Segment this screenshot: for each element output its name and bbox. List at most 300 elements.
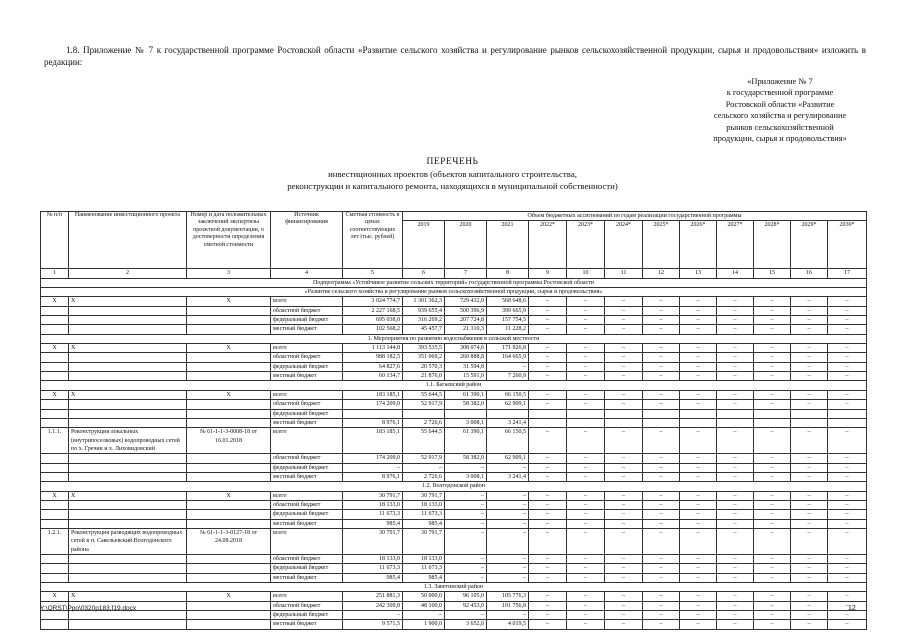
amount-2027: – — [717, 519, 754, 528]
amount-2022: – — [529, 400, 567, 409]
amount-2030: – — [828, 306, 867, 315]
amount-2030: – — [828, 362, 867, 371]
expertise-conclusion — [187, 601, 271, 610]
amount-2027: – — [717, 325, 754, 334]
amount-2024: – — [605, 620, 643, 629]
table-row — [41, 573, 867, 582]
intro-paragraph: 1.8. Приложение № 7 к государственной программе Ростовской области «Развитие сельского хозяйства и регулирование рынков сельскохозяйственной продукции, сырья и продовольствия» изложить в редакции: — [44, 45, 866, 67]
amount-2026: – — [680, 620, 717, 629]
amount-2026: – — [680, 454, 717, 463]
funding-source: федеральный бюджет — [271, 316, 343, 325]
funding-source: местный бюджет — [271, 472, 343, 481]
amount-2030: – — [828, 372, 867, 381]
amount-2028: – — [754, 463, 791, 472]
amount-2023: – — [567, 611, 605, 620]
row-number — [41, 418, 69, 427]
amount-2019: 18 133,0 — [403, 500, 445, 509]
amount-2028: – — [754, 555, 791, 564]
row-number — [41, 362, 69, 371]
amount-2025: – — [643, 428, 680, 454]
estimated-cost: 9 571,5 — [343, 620, 403, 629]
amount-2022: – — [529, 472, 567, 481]
amount-2026: – — [680, 316, 717, 325]
section-row — [41, 381, 867, 390]
amount-2029: – — [791, 372, 828, 381]
amount-2029 — [791, 418, 828, 427]
amount-2021: 164 665,9 — [487, 353, 529, 362]
amount-2022: – — [529, 372, 567, 381]
amount-2029: – — [791, 362, 828, 371]
funding-source: всего — [271, 297, 343, 306]
amount-2024 — [605, 409, 643, 418]
amount-2023: – — [567, 564, 605, 573]
amount-2021: 4 019,5 — [487, 620, 529, 629]
amount-2019: 11 673,3 — [403, 510, 445, 519]
column-number: 2 — [69, 269, 187, 278]
amount-2020: 308 074,6 — [445, 344, 487, 353]
amount-2028: – — [754, 564, 791, 573]
amount-2024: – — [605, 472, 643, 481]
amount-2022: – — [529, 573, 567, 582]
amount-2023: – — [567, 390, 605, 399]
funding-source: местный бюджет — [271, 620, 343, 629]
amount-2024: – — [605, 344, 643, 353]
funding-source: всего — [271, 428, 343, 454]
title-heading: ПЕРЕЧЕНЬ — [426, 157, 479, 167]
amount-2029: – — [791, 564, 828, 573]
amount-2020: – — [445, 463, 487, 472]
amount-2027: – — [717, 528, 754, 554]
amount-2024: – — [605, 491, 643, 500]
amount-2019: 50 000,0 — [403, 592, 445, 601]
amount-2025: – — [643, 297, 680, 306]
amount-2024: – — [605, 573, 643, 582]
amount-2024: – — [605, 519, 643, 528]
table-row — [41, 592, 867, 601]
amount-2022: – — [529, 510, 567, 519]
amount-2030: – — [828, 491, 867, 500]
amount-2024: – — [605, 592, 643, 601]
amount-2019: 351 069,2 — [403, 353, 445, 362]
amount-2028 — [754, 409, 791, 418]
estimated-cost: 242 309,8 — [343, 601, 403, 610]
table-row — [41, 500, 867, 509]
amount-2019: 18 133,0 — [403, 555, 445, 564]
amount-2024: – — [605, 454, 643, 463]
column-number: 3 — [187, 269, 271, 278]
expertise-conclusion: Х — [187, 390, 271, 399]
amount-2026: – — [680, 306, 717, 315]
amount-2025 — [643, 409, 680, 418]
funding-source: местный бюджет — [271, 325, 343, 334]
amount-2029 — [791, 409, 828, 418]
amount-2028: – — [754, 344, 791, 353]
amount-2025: – — [643, 528, 680, 554]
table-row — [41, 510, 867, 519]
expertise-conclusion — [187, 454, 271, 463]
amount-2021: – — [487, 555, 529, 564]
table-row — [41, 418, 867, 427]
amount-2022: – — [529, 592, 567, 601]
amount-2025: – — [643, 601, 680, 610]
column-number-row — [41, 269, 867, 278]
estimated-cost: 8 976,1 — [343, 472, 403, 481]
amount-2021: – — [487, 611, 529, 620]
amount-2020: 58 382,0 — [445, 400, 487, 409]
amount-2024: – — [605, 510, 643, 519]
row-number: Х — [41, 491, 69, 500]
expertise-conclusion — [187, 564, 271, 573]
amount-2021: 399 665,9 — [487, 306, 529, 315]
estimated-cost: 18 133,0 — [343, 555, 403, 564]
expertise-conclusion — [187, 325, 271, 334]
column-number: 16 — [791, 269, 828, 278]
expertise-conclusion — [187, 620, 271, 629]
estimated-cost: 64 827,6 — [343, 362, 403, 371]
table-row — [41, 620, 867, 629]
estimated-cost: 18 133,0 — [343, 500, 403, 509]
header-year: 2030* — [828, 221, 867, 269]
amount-2025: – — [643, 611, 680, 620]
amount-2029: – — [791, 325, 828, 334]
amount-2019: 985,4 — [403, 519, 445, 528]
amount-2019: 393 535,5 — [403, 344, 445, 353]
amount-2021: 66 150,5 — [487, 390, 529, 399]
estimated-cost: 30 791,7 — [343, 528, 403, 554]
amount-2022: – — [529, 297, 567, 306]
row-number: 1.1.1. — [41, 428, 69, 454]
table-row — [41, 528, 867, 554]
amount-2030: – — [828, 316, 867, 325]
amount-2025: – — [643, 372, 680, 381]
amount-2020: – — [445, 510, 487, 519]
project-name — [69, 353, 187, 362]
amount-2029: – — [791, 611, 828, 620]
amount-2029: – — [791, 592, 828, 601]
amount-2019: 11 673,3 — [403, 564, 445, 573]
amount-2026: – — [680, 400, 717, 409]
amount-2023: – — [567, 519, 605, 528]
amount-2020: – — [445, 564, 487, 573]
project-name — [69, 409, 187, 418]
estimated-cost: 985,4 — [343, 519, 403, 528]
expertise-conclusion: Х — [187, 491, 271, 500]
amount-2023: – — [567, 491, 605, 500]
project-name: Реконструкция локальных (внутрипоселковых) водопроводных сетей по х. Гречин и х. Лиховидовский — [69, 428, 187, 454]
amount-2024: – — [605, 428, 643, 454]
estimated-cost: 251 881,3 — [343, 592, 403, 601]
amount-2023: – — [567, 528, 605, 554]
amount-2028: – — [754, 372, 791, 381]
amount-2029: – — [791, 390, 828, 399]
amount-2021 — [487, 409, 529, 418]
amount-2019: 939 655,4 — [403, 306, 445, 315]
section-row — [41, 583, 867, 592]
funding-source: всего — [271, 344, 343, 353]
header-year: 2024* — [605, 221, 643, 269]
row-number: Х — [41, 297, 69, 306]
amount-2019: 1 301 362,3 — [403, 297, 445, 306]
table-row — [41, 463, 867, 472]
amount-2021: 66 150,5 — [487, 428, 529, 454]
expertise-conclusion — [187, 463, 271, 472]
amount-2023: – — [567, 500, 605, 509]
amount-2026: – — [680, 463, 717, 472]
amount-2023: – — [567, 555, 605, 564]
amount-2020: 207 724,8 — [445, 316, 487, 325]
amount-2026: – — [680, 344, 717, 353]
amount-2022: – — [529, 555, 567, 564]
amount-2024 — [605, 418, 643, 427]
row-number — [41, 372, 69, 381]
amount-2030: – — [828, 564, 867, 573]
expertise-conclusion — [187, 555, 271, 564]
amount-2022: – — [529, 306, 567, 315]
amount-2028: – — [754, 390, 791, 399]
amount-2022: – — [529, 454, 567, 463]
amount-2020: 61 390,1 — [445, 428, 487, 454]
amount-2025: – — [643, 362, 680, 371]
amount-2026: – — [680, 592, 717, 601]
row-number — [41, 620, 69, 629]
table-row — [41, 491, 867, 500]
amount-2024: – — [605, 463, 643, 472]
amount-2027: – — [717, 428, 754, 454]
table-row — [41, 611, 867, 620]
document-title — [180, 156, 725, 192]
amount-2028: – — [754, 400, 791, 409]
amount-2028: – — [754, 428, 791, 454]
column-number: 7 — [445, 269, 487, 278]
amount-2029: – — [791, 463, 828, 472]
row-number — [41, 500, 69, 509]
column-number: 9 — [529, 269, 567, 278]
expertise-conclusion: № 61-1-1-3-0127-18 от 24.08.2018 — [187, 528, 271, 554]
amount-2026: – — [680, 372, 717, 381]
column-number: 14 — [717, 269, 754, 278]
amount-2022: – — [529, 528, 567, 554]
amount-2028: – — [754, 573, 791, 582]
amount-2020: 15 591,0 — [445, 372, 487, 381]
section-row — [41, 482, 867, 491]
section-row — [41, 278, 867, 287]
column-number: 17 — [828, 269, 867, 278]
amount-2028: – — [754, 601, 791, 610]
amount-2027: – — [717, 306, 754, 315]
row-number — [41, 306, 69, 315]
column-number: 13 — [680, 269, 717, 278]
amount-2024: – — [605, 353, 643, 362]
amount-2028: – — [754, 491, 791, 500]
amount-2028: – — [754, 306, 791, 315]
funding-source: всего — [271, 528, 343, 554]
amount-2030: – — [828, 428, 867, 454]
header-cost: Сметная стоимость в ценах соответствующих лет (тыс. рублей) — [343, 212, 403, 269]
funding-source: федеральный бюджет — [271, 510, 343, 519]
amount-2028: – — [754, 472, 791, 481]
amount-2025: – — [643, 344, 680, 353]
amount-2021: 62 909,1 — [487, 400, 529, 409]
section-title: 1.1. Багаевский район — [41, 381, 867, 390]
amount-2027: – — [717, 390, 754, 399]
project-name — [69, 472, 187, 481]
amount-2022 — [529, 409, 567, 418]
estimated-cost: 11 673,3 — [343, 564, 403, 573]
amount-2029: – — [791, 316, 828, 325]
amount-2026: – — [680, 601, 717, 610]
estimated-cost — [343, 409, 403, 418]
amount-2019: 20 570,3 — [403, 362, 445, 371]
header-num: № п/п — [41, 212, 69, 269]
amount-2019: 52 917,9 — [403, 454, 445, 463]
estimated-cost: 174 209,0 — [343, 454, 403, 463]
amount-2020: – — [445, 611, 487, 620]
table-row — [41, 519, 867, 528]
amount-2020: – — [445, 519, 487, 528]
amount-2020: 58 382,0 — [445, 454, 487, 463]
amount-2023: – — [567, 620, 605, 629]
row-number — [41, 353, 69, 362]
amount-2021: – — [487, 500, 529, 509]
amount-2024: – — [605, 372, 643, 381]
project-name: Х — [69, 297, 187, 306]
amount-2019: 1 900,0 — [403, 620, 445, 629]
amount-2020: – — [445, 555, 487, 564]
amount-2025: – — [643, 491, 680, 500]
amount-2021: – — [487, 519, 529, 528]
amount-2022: – — [529, 500, 567, 509]
funding-source: местный бюджет — [271, 573, 343, 582]
amount-2030: – — [828, 472, 867, 481]
amount-2030: – — [828, 325, 867, 334]
amount-2021: 62 909,1 — [487, 454, 529, 463]
amount-2030: – — [828, 611, 867, 620]
project-name: Х — [69, 592, 187, 601]
amount-2024: – — [605, 390, 643, 399]
section-title: 1.2. Волгодонской район — [41, 482, 867, 491]
header-year: 2029* — [791, 221, 828, 269]
amount-2023: – — [567, 428, 605, 454]
row-number: Х — [41, 344, 69, 353]
column-number: 4 — [271, 269, 343, 278]
header-name: Наименование инвестиционного проекта — [69, 212, 187, 269]
amount-2025: – — [643, 306, 680, 315]
table-row — [41, 390, 867, 399]
expertise-conclusion: Х — [187, 344, 271, 353]
expertise-conclusion — [187, 519, 271, 528]
header-year: 2021 — [487, 221, 529, 269]
amount-2026 — [680, 418, 717, 427]
row-number — [41, 316, 69, 325]
funding-source: местный бюджет — [271, 519, 343, 528]
amount-2025: – — [643, 573, 680, 582]
funding-source: областной бюджет — [271, 601, 343, 610]
amount-2026: – — [680, 428, 717, 454]
expertise-conclusion — [187, 306, 271, 315]
title-line: реконструкции и капитального ремонта, находящихся в муниципальной собственности) — [287, 181, 618, 191]
amount-2030: – — [828, 297, 867, 306]
header-docs: Номер и дата положительных заключений экспертизы проектной документации, о достоверности определения сметной стоимости — [187, 212, 271, 269]
expertise-conclusion: Х — [187, 297, 271, 306]
amount-2025: – — [643, 463, 680, 472]
amount-2029: – — [791, 472, 828, 481]
amount-2020: – — [445, 491, 487, 500]
project-name: Х — [69, 491, 187, 500]
estimated-cost: 102 568,2 — [343, 325, 403, 334]
amount-2027 — [717, 409, 754, 418]
amount-2019: 55 644,5 — [403, 390, 445, 399]
amount-2029: – — [791, 528, 828, 554]
amount-2022: – — [529, 611, 567, 620]
amount-2025: – — [643, 500, 680, 509]
amount-2020: 21 310,3 — [445, 325, 487, 334]
row-number: Х — [41, 592, 69, 601]
funding-source: местный бюджет — [271, 418, 343, 427]
amount-2029: – — [791, 555, 828, 564]
amount-2029: – — [791, 344, 828, 353]
amount-2027: – — [717, 555, 754, 564]
amount-2029: – — [791, 297, 828, 306]
amount-2022: – — [529, 463, 567, 472]
column-number: 10 — [567, 269, 605, 278]
amount-2023: – — [567, 454, 605, 463]
amount-2021: 101 756,8 — [487, 601, 529, 610]
expertise-conclusion — [187, 316, 271, 325]
column-number: 6 — [403, 269, 445, 278]
amount-2027: – — [717, 316, 754, 325]
amount-2025: – — [643, 510, 680, 519]
amount-2026: – — [680, 362, 717, 371]
project-name — [69, 620, 187, 629]
amount-2024: – — [605, 500, 643, 509]
amount-2027: – — [717, 500, 754, 509]
table-row — [41, 353, 867, 362]
amount-2026: – — [680, 297, 717, 306]
amount-2027: – — [717, 491, 754, 500]
amount-2025: – — [643, 564, 680, 573]
funding-source: всего — [271, 390, 343, 399]
estimated-cost: 183 185,1 — [343, 428, 403, 454]
amount-2022: – — [529, 601, 567, 610]
amount-2021: – — [487, 362, 529, 371]
funding-source: федеральный бюджет — [271, 564, 343, 573]
row-number — [41, 409, 69, 418]
amount-2021: 3 241,4 — [487, 472, 529, 481]
project-name — [69, 573, 187, 582]
project-name — [69, 418, 187, 427]
amount-2022: – — [529, 353, 567, 362]
estimated-cost: 988 182,5 — [343, 353, 403, 362]
section-row — [41, 334, 867, 343]
amount-2021: 7 260,9 — [487, 372, 529, 381]
amount-2020: 96 105,0 — [445, 592, 487, 601]
amount-2021: – — [487, 463, 529, 472]
project-name: Х — [69, 344, 187, 353]
expertise-conclusion — [187, 409, 271, 418]
amount-2025: – — [643, 620, 680, 629]
header-source: Источник финансирования — [271, 212, 343, 269]
amount-2030: – — [828, 500, 867, 509]
amount-2028: – — [754, 611, 791, 620]
amount-2024: – — [605, 564, 643, 573]
amount-2022: – — [529, 428, 567, 454]
amount-2026: – — [680, 555, 717, 564]
amount-2022: – — [529, 362, 567, 371]
funding-source: областной бюджет — [271, 555, 343, 564]
amount-2028: – — [754, 325, 791, 334]
expertise-conclusion — [187, 372, 271, 381]
amount-2023: – — [567, 362, 605, 371]
